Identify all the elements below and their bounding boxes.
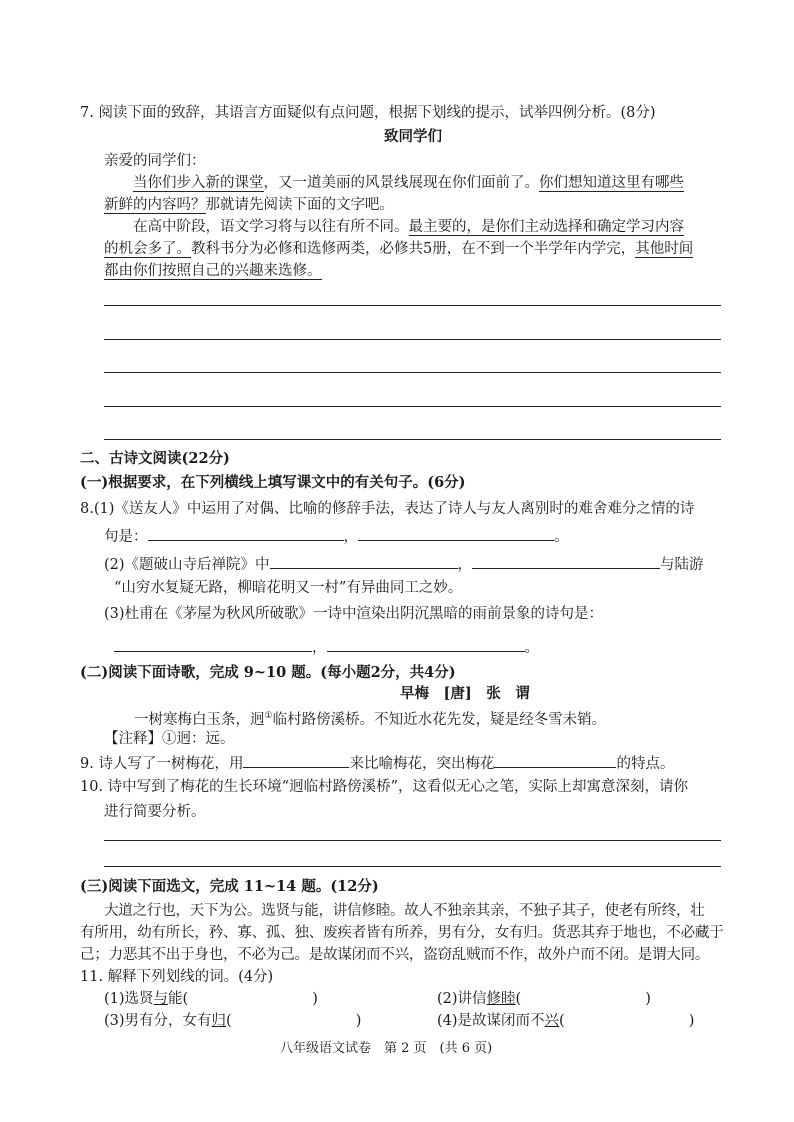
poem-note: 【注释】①迥：远。 <box>104 731 235 747</box>
q10-prompt: 10. 诗中写到了梅花的生长环境“迥临村路傍溪桥”，这看似无心之笔，实际上却寓意深刻，请你 <box>80 779 688 795</box>
q11-prompt: 11. 解释下列划线的词。(4分) <box>80 969 274 985</box>
part2-heading: (二)阅读下面诗歌，完成 9~10 题。(每小题2分，共4分) <box>80 664 456 681</box>
underlined-phrase: 都由你们按照自己的兴趣来选修。 <box>104 263 322 279</box>
underlined-phrase: 最主要的，是你们主动选择和确定学习内容 <box>408 219 684 235</box>
answer-line[interactable] <box>104 439 721 440</box>
q11-item-1: (1)选贤与能( ) <box>104 991 318 1007</box>
poem-title: 早梅 [唐] 张 谓 <box>400 685 530 702</box>
footnote-marker: ① <box>264 711 273 721</box>
underlined-word: 修睦 <box>486 991 516 1007</box>
letter-title: 致同学们 <box>384 128 442 145</box>
part1-heading: (一)根据要求，在下列横线上填写课文中的有关句子。(6分) <box>80 474 466 491</box>
fill-blank[interactable] <box>358 525 554 541</box>
underlined-phrase: 你们想知道这里有哪些 <box>539 175 684 191</box>
q11-item-4: (4)是故谋闭而不兴( ) <box>437 1013 695 1029</box>
q9-prompt: 9. 诗人写了一树梅花，用 来比喻梅花，突出梅花 的特点。 <box>80 752 674 774</box>
answer-line[interactable] <box>104 339 721 340</box>
poem-text: 一树寒梅白玉条，迥①临村路傍溪桥。不知近水花先发，疑是经冬雪未销。 <box>134 711 607 728</box>
answer-line[interactable] <box>104 305 721 306</box>
underlined-word: 兴 <box>544 1013 560 1029</box>
letter-p2-line2: 的机会多了。教科书分为必修和选修两类，必修共5册，在不到一个半学年内学完，其他时间 <box>104 241 694 257</box>
underlined-phrase: 其他时间 <box>635 241 694 257</box>
answer-line[interactable] <box>104 866 721 867</box>
underlined-word: 归 <box>211 1013 227 1029</box>
underlined-word: 与 <box>153 991 169 1007</box>
q8-2-continued: “山穷水复疑无路，柳暗花明又一村”有异曲同工之妙。 <box>114 580 463 596</box>
q11-item-2: (2)讲信修睦( ) <box>437 991 651 1007</box>
fill-blank[interactable] <box>472 553 660 569</box>
q10-prompt-cont: 进行简要分析。 <box>104 804 206 820</box>
q11-item-3: (3)男有分，女有归( ) <box>104 1013 362 1029</box>
underlined-phrase: 新鲜的内容吗？ <box>104 197 206 213</box>
q7-prompt: 7. 阅读下面的致辞，其语言方面疑似有点问题，根据下划线的提示，试举四例分析。(8分) <box>80 105 656 121</box>
fill-blank[interactable] <box>114 636 312 652</box>
part3-heading: (三)阅读下面选文，完成 11~14 题。(12分) <box>80 878 379 895</box>
fill-blank[interactable] <box>270 553 458 569</box>
fill-blank[interactable] <box>494 752 616 768</box>
q8-3-blanks: ， 。 <box>114 636 539 658</box>
underlined-phrase: 当你们步入新的课堂 <box>133 175 264 191</box>
q8-1-blanks: 句是： ， 。 <box>104 525 569 547</box>
answer-line[interactable] <box>104 406 721 407</box>
answer-line[interactable] <box>104 840 721 841</box>
page-footer: 八年级语文试卷 第 2 页 (共 6 页) <box>280 1041 493 1056</box>
fill-blank[interactable] <box>148 525 344 541</box>
letter-p2-line1: 在高中阶段，语文学习将与以往有所不同。最主要的，是你们主动选择和确定学习内容 <box>133 219 684 235</box>
underlined-phrase: 的机会多了。 <box>104 241 191 257</box>
passage-line: 有所用，幼有所长，矜、寡、孤、独、废疾者皆有所养，男有分，女有归。货恶其弃于地也，不必藏于 <box>80 925 724 941</box>
letter-greeting: 亲爱的同学们： <box>104 153 206 169</box>
q8-2-prompt: (2)《题破山寺后禅院》中 ， 与陆游 <box>104 553 704 575</box>
passage-line: 己；力恶其不出于身也，不必为己。是故谋闭而不兴，盗窃乱贼而不作，故外户而不闭。是谓大同。 <box>80 947 710 963</box>
passage-line: 大道之行也，天下为公。选贤与能，讲信修睦。故人不独亲其亲，不独子其子，使老有所终，壮 <box>104 903 705 919</box>
letter-p1-line2: 新鲜的内容吗？那就请先阅读下面的文字吧。 <box>104 197 394 213</box>
letter-p2-line3 <box>104 261 322 281</box>
answer-line[interactable] <box>104 372 721 373</box>
q8-3-prompt: (3)杜甫在《茅屋为秋风所破歌》一诗中渲染出阴沉黑暗的雨前景象的诗句是： <box>104 606 604 622</box>
section-heading: 二、古诗文阅读(22分) <box>80 450 230 467</box>
q8-1-prompt: 8.(1)《送友人》中运用了对偶、比喻的修辞手法，表达了诗人与友人离别时的难舍难分之情的诗 <box>80 501 695 517</box>
fill-blank[interactable] <box>327 636 525 652</box>
letter-p1-line1: 当你们步入新的课堂，又一道美丽的风景线展现在你们面前了。你们想知道这里有哪些 <box>133 175 684 191</box>
fill-blank[interactable] <box>243 752 349 768</box>
